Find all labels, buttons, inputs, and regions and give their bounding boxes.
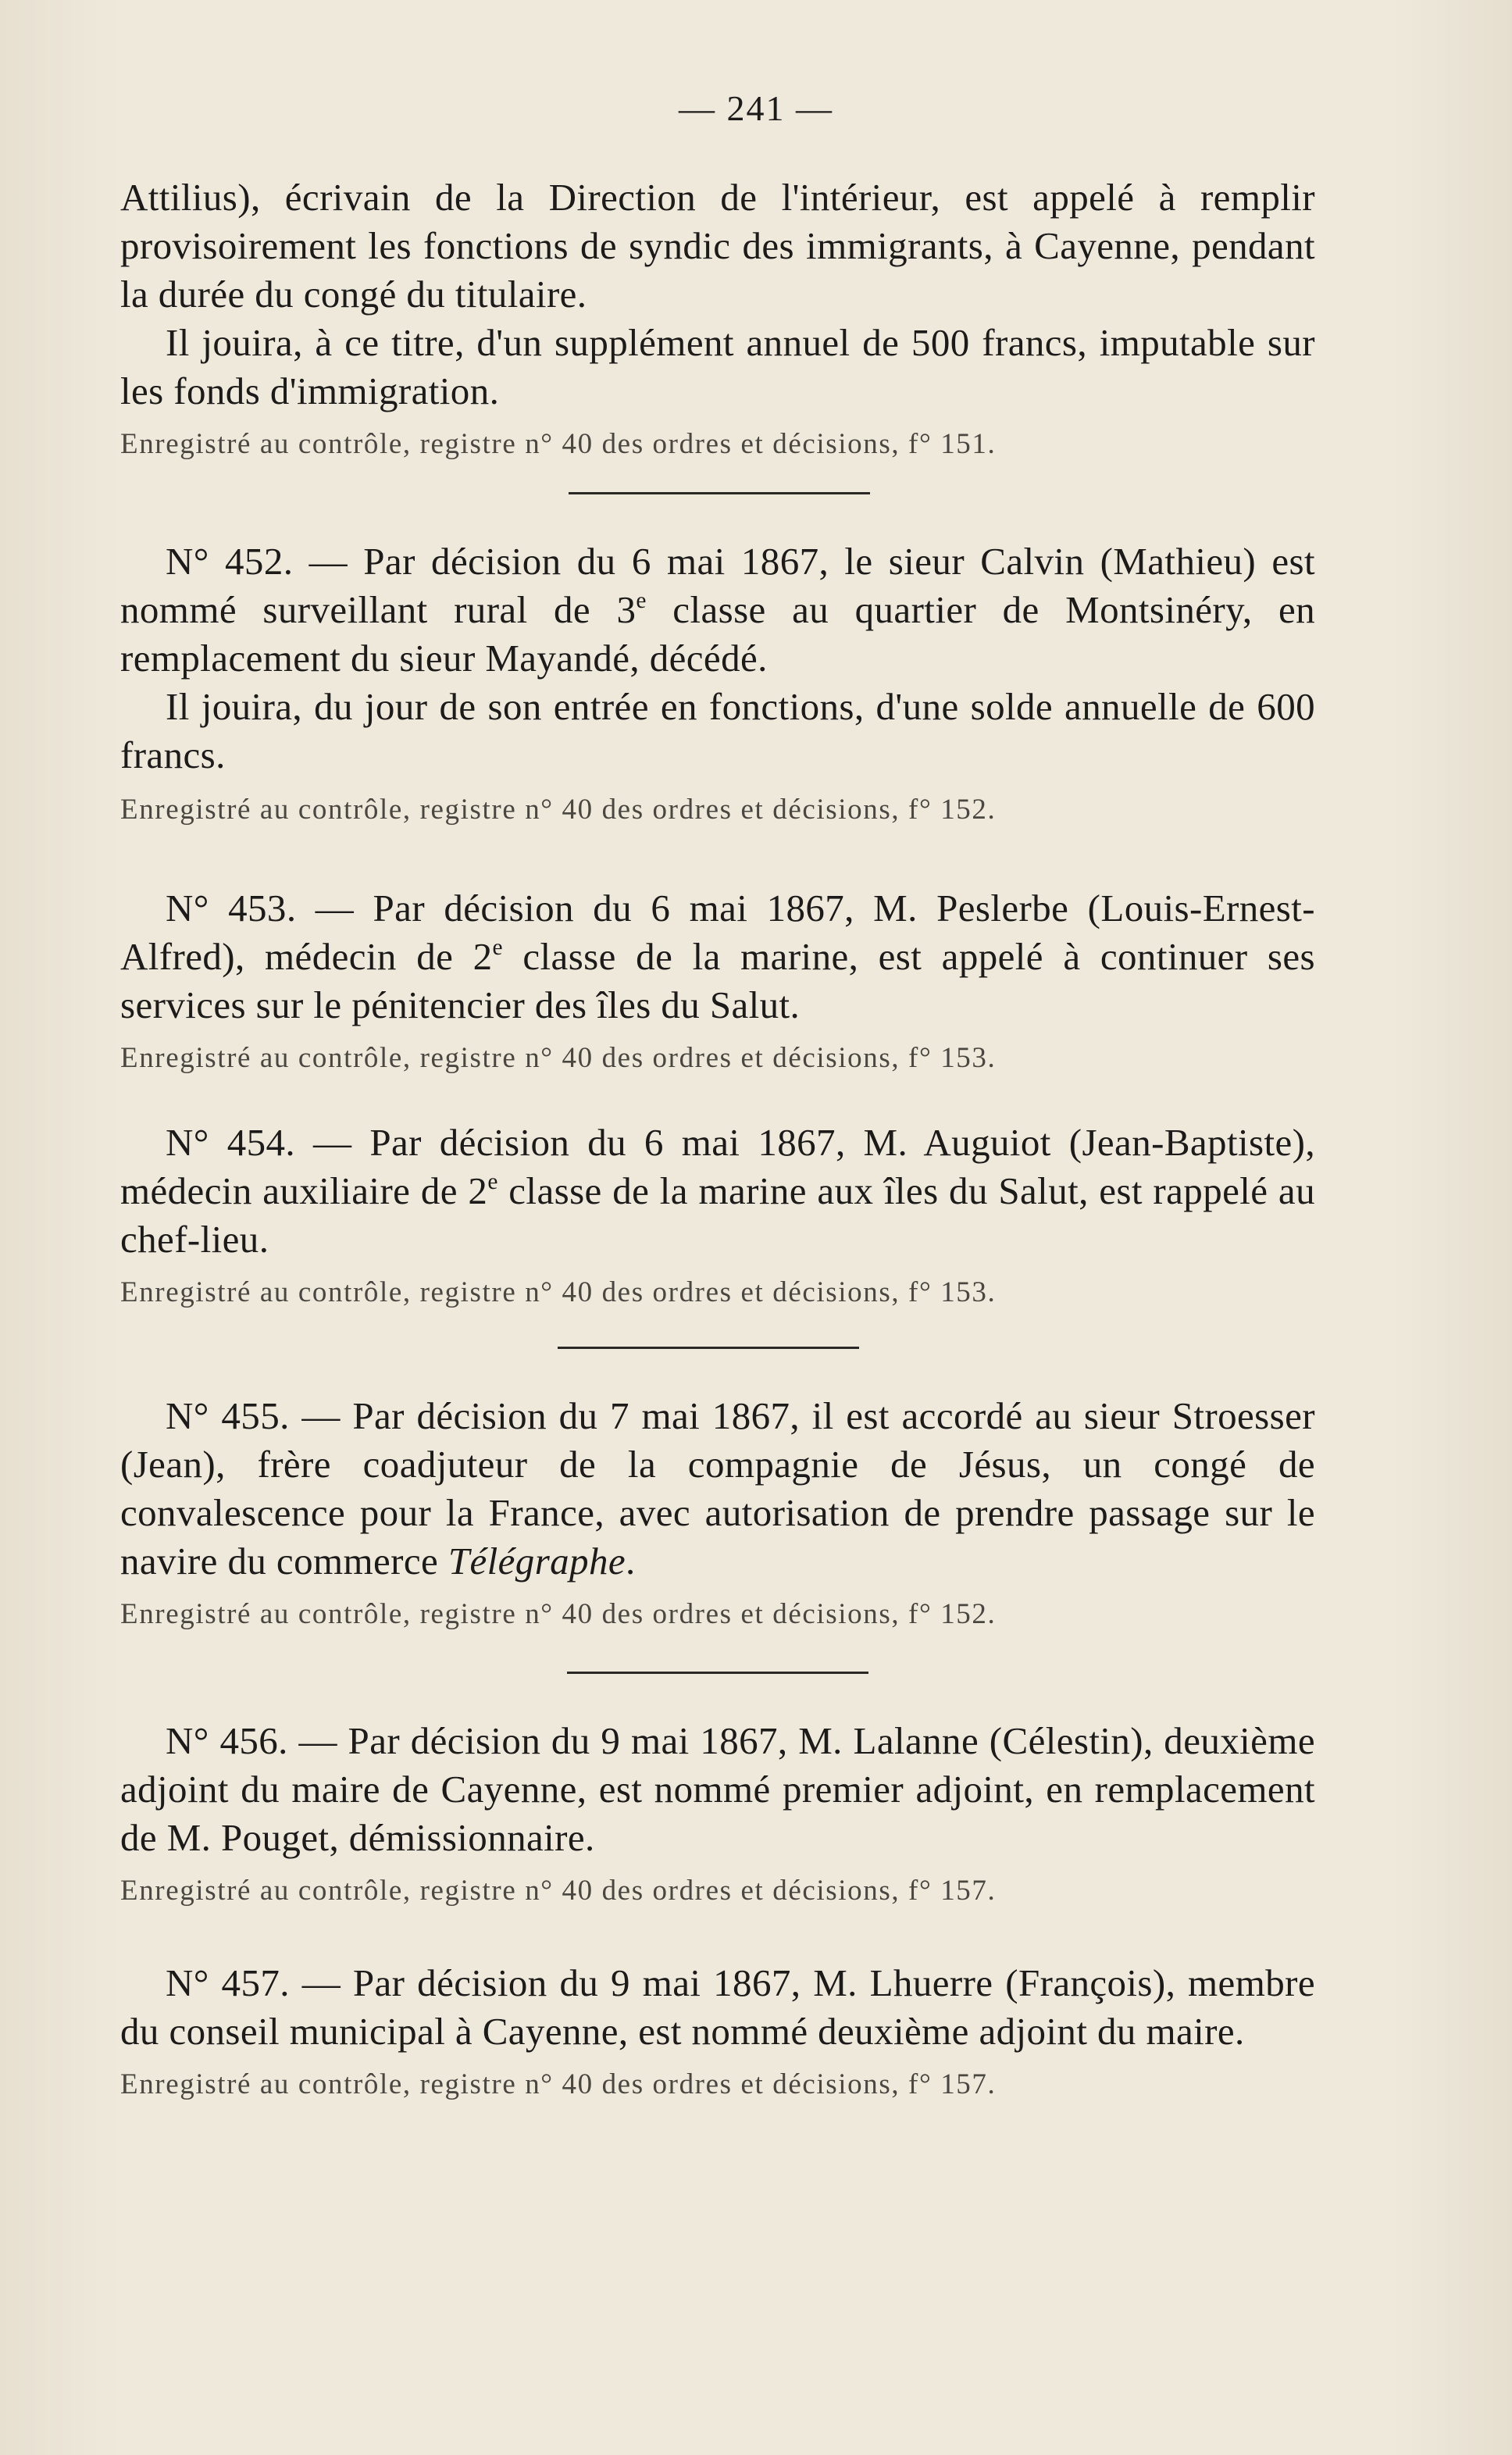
registration-note: Enregistré au contrôle, registre n° 40 des ordres et décisions, f° 152.: [120, 1598, 997, 1630]
entry-455: [120, 1392, 1315, 1633]
registration-note: Enregistré au contrôle, registre n° 40 des ordres et décisions, f° 153.: [120, 1042, 997, 1074]
entry-continuation: [120, 173, 1315, 462]
section-divider: [569, 492, 870, 494]
entry-body: N° 457. — Par décision du 9 mai 1867, M. Lhuerre (François), membre du conseil municipal à Cayenne, est nommé deuxième adjoint du maire.: [120, 1961, 1315, 2053]
entry-body: N° 452. — Par décision du 6 mai 1867, le sieur Calvin (Mathieu) est nommé surveillant rural de 3e classe au quartier de Montsinéry, en remplacement du sieur Mayandé, décédé.: [120, 540, 1316, 680]
entry-457: [120, 1959, 1315, 2103]
entry-body: N° 453. — Par décision du 6 mai 1867, M. Peslerbe (Louis-Ernest-Alfred), médecin de 2e classe de la marine, est appelé à continuer ses services sur le pénitencier des îles du Salut.: [120, 887, 1315, 1026]
registration-note: Enregistré au contrôle, registre n° 40 des ordres et décisions, f° 157.: [120, 1875, 997, 1907]
entry-452: [120, 537, 1315, 828]
entry-number: N° 452.: [166, 540, 294, 583]
page-number: — 241 —: [679, 88, 833, 128]
entry-body: N° 456. — Par décision du 9 mai 1867, M. Lalanne (Célestin), deuxième adjoint du maire de Cayenne, est nommé premier adjoint, en remplacement de M. Pouget, démissionnaire.: [120, 1719, 1315, 1859]
entry-number: N° 456.: [166, 1719, 288, 1762]
entry-number: N° 455.: [166, 1394, 290, 1437]
registration-note: Enregistré au contrôle, registre n° 40 des ordres et décisions, f° 151.: [120, 428, 997, 460]
entry-body: N° 455. — Par décision du 7 mai 1867, il est accordé au sieur Stroesser (Jean), frère coadjuteur de la compagnie de Jésus, un congé de convalescence pour la France, avec autorisation de prendre passage sur le navire du commerce Télégraphe.: [120, 1394, 1315, 1583]
entry-body: N° 454. — Par décision du 6 mai 1867, M. Auguiot (Jean-Baptiste), médecin auxiliaire de 2e classe de la marine aux îles du Salut, est rappelé au chef-lieu.: [120, 1121, 1315, 1261]
entry-456: [120, 1717, 1315, 1909]
entry-body-secondary: Il jouira, à ce titre, d'un supplément annuel de 500 francs, imputable sur les fonds d'immigration.: [120, 321, 1315, 412]
ship-name: Télégraphe: [448, 1540, 626, 1583]
section-divider: [567, 1672, 868, 1674]
registration-note: Enregistré au contrôle, registre n° 40 des ordres et décisions, f° 153.: [120, 1276, 997, 1308]
entry-body: Attilius), écrivain de la Direction de l'intérieur, est appelé à remplir provisoirement les fonctions de syndic des immigrants, à Cayenne, pendant la durée du congé du titulaire.: [120, 176, 1315, 316]
registration-note: Enregistré au contrôle, registre n° 40 des ordres et décisions, f° 152.: [120, 794, 997, 826]
entry-number: N° 454.: [166, 1121, 296, 1164]
section-divider: [558, 1347, 859, 1349]
entry-454: [120, 1119, 1315, 1311]
entry-number: N° 453.: [166, 887, 297, 930]
entry-body-secondary: Il jouira, du jour de son entrée en fonctions, d'une solde annuelle de 600 francs.: [120, 685, 1315, 776]
entry-453: [120, 884, 1315, 1076]
registration-note: Enregistré au contrôle, registre n° 40 des ordres et décisions, f° 157.: [120, 2068, 997, 2100]
entry-number: N° 457.: [166, 1961, 290, 2004]
